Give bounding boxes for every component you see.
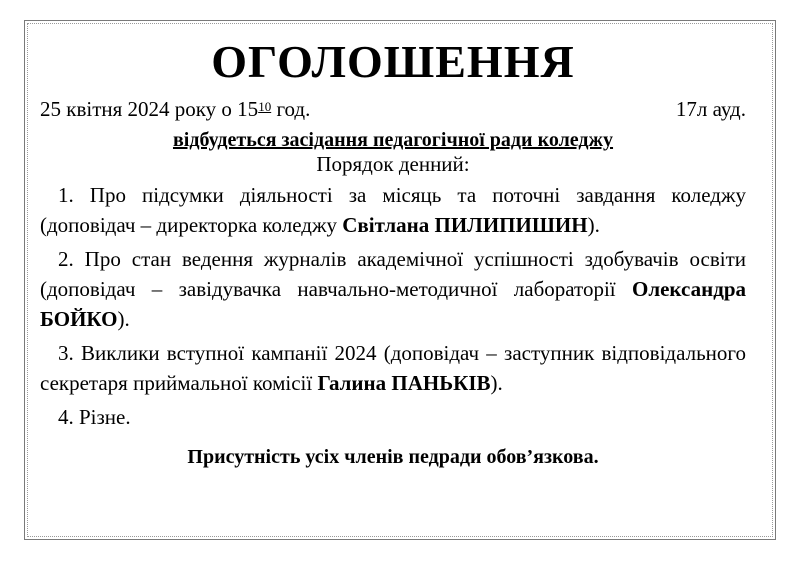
agenda-item-speaker: Світлана ПИЛИПИШИН	[342, 213, 588, 237]
meeting-date-prefix: 25 квітня 2024 року о 15	[40, 97, 259, 121]
agenda-item-text-end: ).	[490, 371, 503, 395]
agenda-item-3	[40, 338, 746, 398]
agenda-item-1	[40, 180, 746, 240]
agenda-item-speaker: Олександра БОЙКО	[40, 277, 746, 331]
agenda-item-text: 2. Про стан ведення журналів академічної успішності здобувачів освіти (доповідач – завідувачка навчально-методичної лабораторії	[40, 247, 746, 301]
agenda-item-text: 1. Про підсумки діяльності за місяць та поточні завдання коледжу (доповідач – директорка коледжу	[40, 183, 746, 237]
agenda-item-text: 3. Виклики вступної кампанії 2024 (доповідач – заступник відповідального секретаря приймальної комісії	[40, 341, 746, 395]
notice-title: ОГОЛОШЕННЯ	[211, 36, 575, 87]
meeting-room: 17л ауд.	[675, 97, 746, 121]
meeting-date-suffix: год.	[271, 97, 311, 121]
agenda-item-text-end: ).	[587, 213, 600, 237]
agenda-item-2	[40, 244, 746, 334]
meeting-time-minutes: 10	[258, 99, 272, 114]
agenda-title: Порядок денний:	[316, 152, 470, 176]
agenda-item-4	[40, 402, 746, 432]
agenda-item-text-end: ).	[117, 307, 130, 331]
notice-content	[40, 34, 746, 470]
agenda-item-text: 4. Різне.	[58, 405, 131, 429]
meeting-datetime	[40, 94, 310, 124]
date-row	[40, 94, 746, 124]
agenda-item-speaker: Галина ПАНЬКІВ	[317, 371, 491, 395]
notice-footer: Присутність усіх членів педради обов’язкова.	[187, 446, 599, 468]
notice-subtitle: відбудеться засідання педагогічної ради коледжу	[172, 129, 614, 151]
